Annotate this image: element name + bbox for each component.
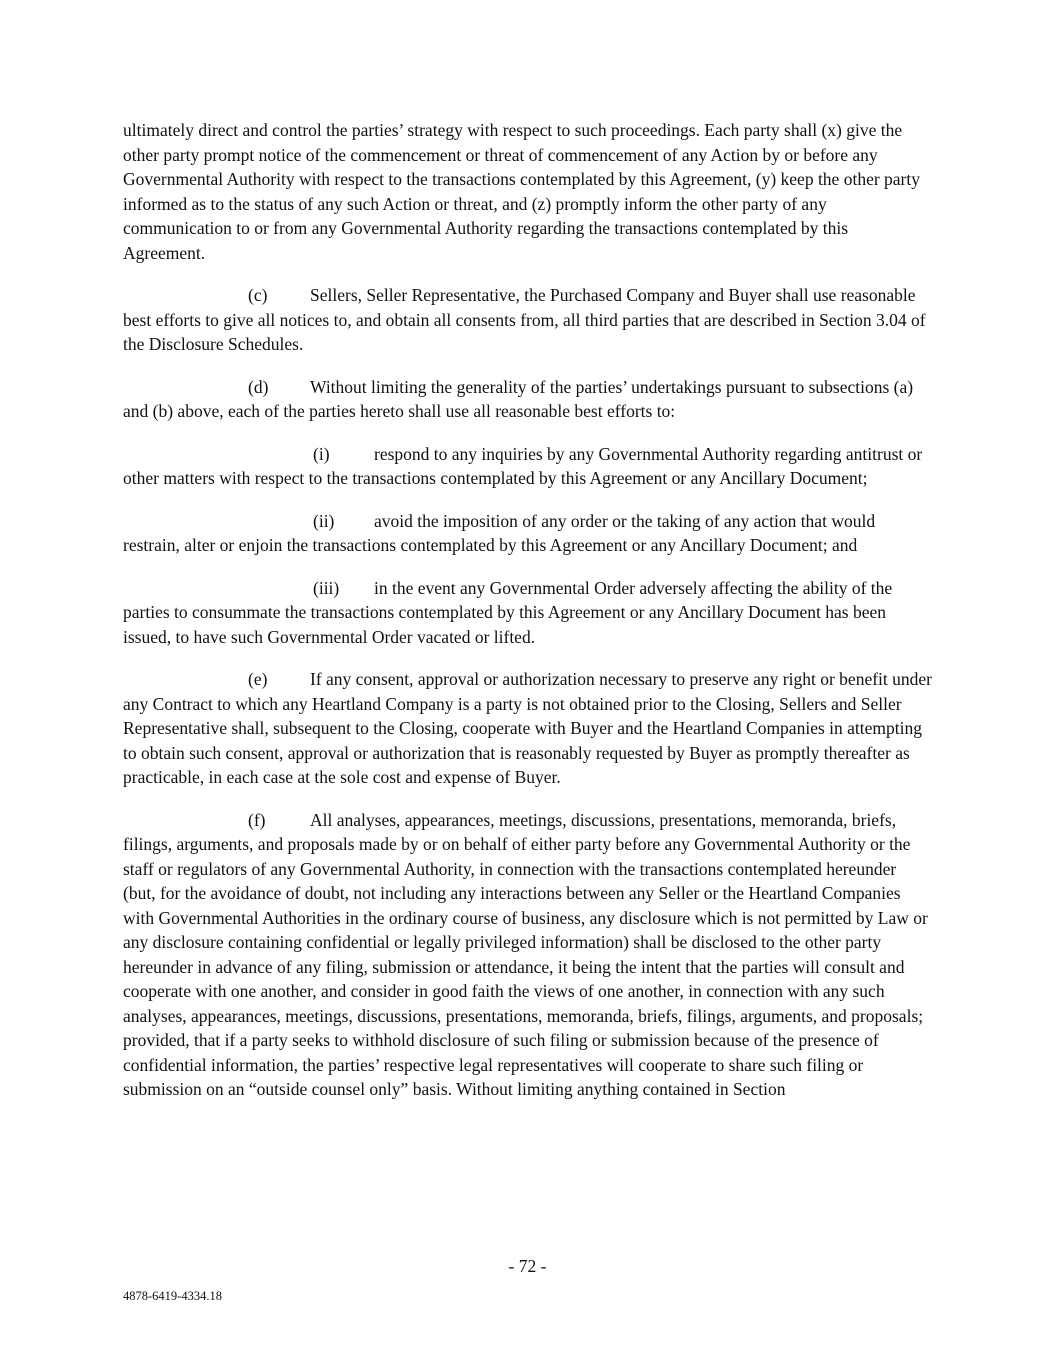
page-number: - 72 - [508,1256,547,1276]
paragraph-text: in the event any Governmental Order adversely affecting the ability of the parties to consummate the transactions contemplated by this Agreement or any Ancillary Document has been issued, to have such Governmental Order vacated or lifted. [123,577,893,647]
paragraph-label: (i) [313,443,330,464]
paragraph-iii [123,576,933,650]
paragraph-label: (f) [248,809,266,830]
paragraph-i [123,442,933,491]
paragraph-text: respond to any inquiries by any Governmental Authority regarding antitrust or other matters with respect to the transactions contemplated by this Agreement or any Ancillary Document; [123,443,923,488]
paragraph-continuation [123,118,933,265]
paragraph-d [123,375,933,424]
paragraph-label: (c) [248,285,268,305]
paragraph-f [123,808,933,1102]
paragraph-label: (e) [248,669,268,689]
paragraph-text: avoid the imposition of any order or the taking of any action that would restrain, alter or enjoin the transactions contemplated by this Agreement or any Ancillary Document; and [123,510,876,555]
paragraph-c [123,283,933,357]
paragraph-text: Without limiting the generality of the parties’ undertakings pursuant to subsections (a) and (b) above, each of the parties hereto shall use all reasonable best efforts to: [123,376,914,421]
paragraph-text: If any consent, approval or authorization necessary to preserve any right or benefit under any Contract to which any Heartland Company is a party is not obtained prior to the Closing, Sellers and Seller Representative shall, subsequent to the Closing, cooperate with Buyer and the Heartland Companies in attempting to obtain such consent, approval or authorization that is reasonably requested by Buyer as promptly thereafter as practicable, in each case at the sole cost and expense of Buyer. [123,669,932,787]
paragraph-text: Sellers, Seller Representative, the Purchased Company and Buyer shall use reasonable best efforts to give all notices to, and obtain all consents from, all third parties that are described in Section 3.04 of the Disclosure Schedules. [123,285,926,354]
document-body [123,118,933,1102]
paragraph-text: All analyses, appearances, meetings, discussions, presentations, memoranda, briefs, filings, arguments, and proposals made by or on behalf of either party before any Governmental Authority or the staff or regulators of any Governmental Authority, in connection with the transactions contemplated hereunder (but, for the avoidance of doubt, not including any interactions between any Seller or the Heartland Companies with Governmental Authorities in the ordinary course of business, any disclosure which is not permitted by Law or any disclosure containing confidential or legally privileged information) shall be disclosed to the other party hereunder in advance of any filing, submission or attendance, it being the intent that the parties will consult and cooperate with one another, and consider in good faith the views of one another, in connection with any such analyses, appearances, meetings, discussions, presentations, memoranda, briefs, filings, arguments, and proposals; provided, that if a party seeks to withhold disclosure of such filing or submission because of the presence of confidential information, the parties’ respective legal representatives will cooperate to share such filing or submission on an “outside counsel only” basis. Without limiting anything contained in Section [123,809,928,1099]
paragraph-label: (ii) [313,510,335,531]
paragraph-label: (d) [248,376,269,397]
paragraph-ii [123,509,933,558]
paragraph-label: (iii) [313,577,340,598]
document-control-number: 4878-6419-4334.18 [123,1289,222,1303]
paragraph-e [123,667,933,790]
paragraph-text: ultimately direct and control the parties’ strategy with respect to such proceedings. Each party shall (x) give the other party prompt notice of the commencement or threat of commencement of any Action by or before any Governmental Authority with respect to the transactions contemplated by this Agreement, (y) keep the other party informed as to the status of any such Action or threat, and (z) promptly inform the other party of any communication to or from any Governmental Authority regarding the transactions contemplated by this Agreement. [123,120,920,263]
